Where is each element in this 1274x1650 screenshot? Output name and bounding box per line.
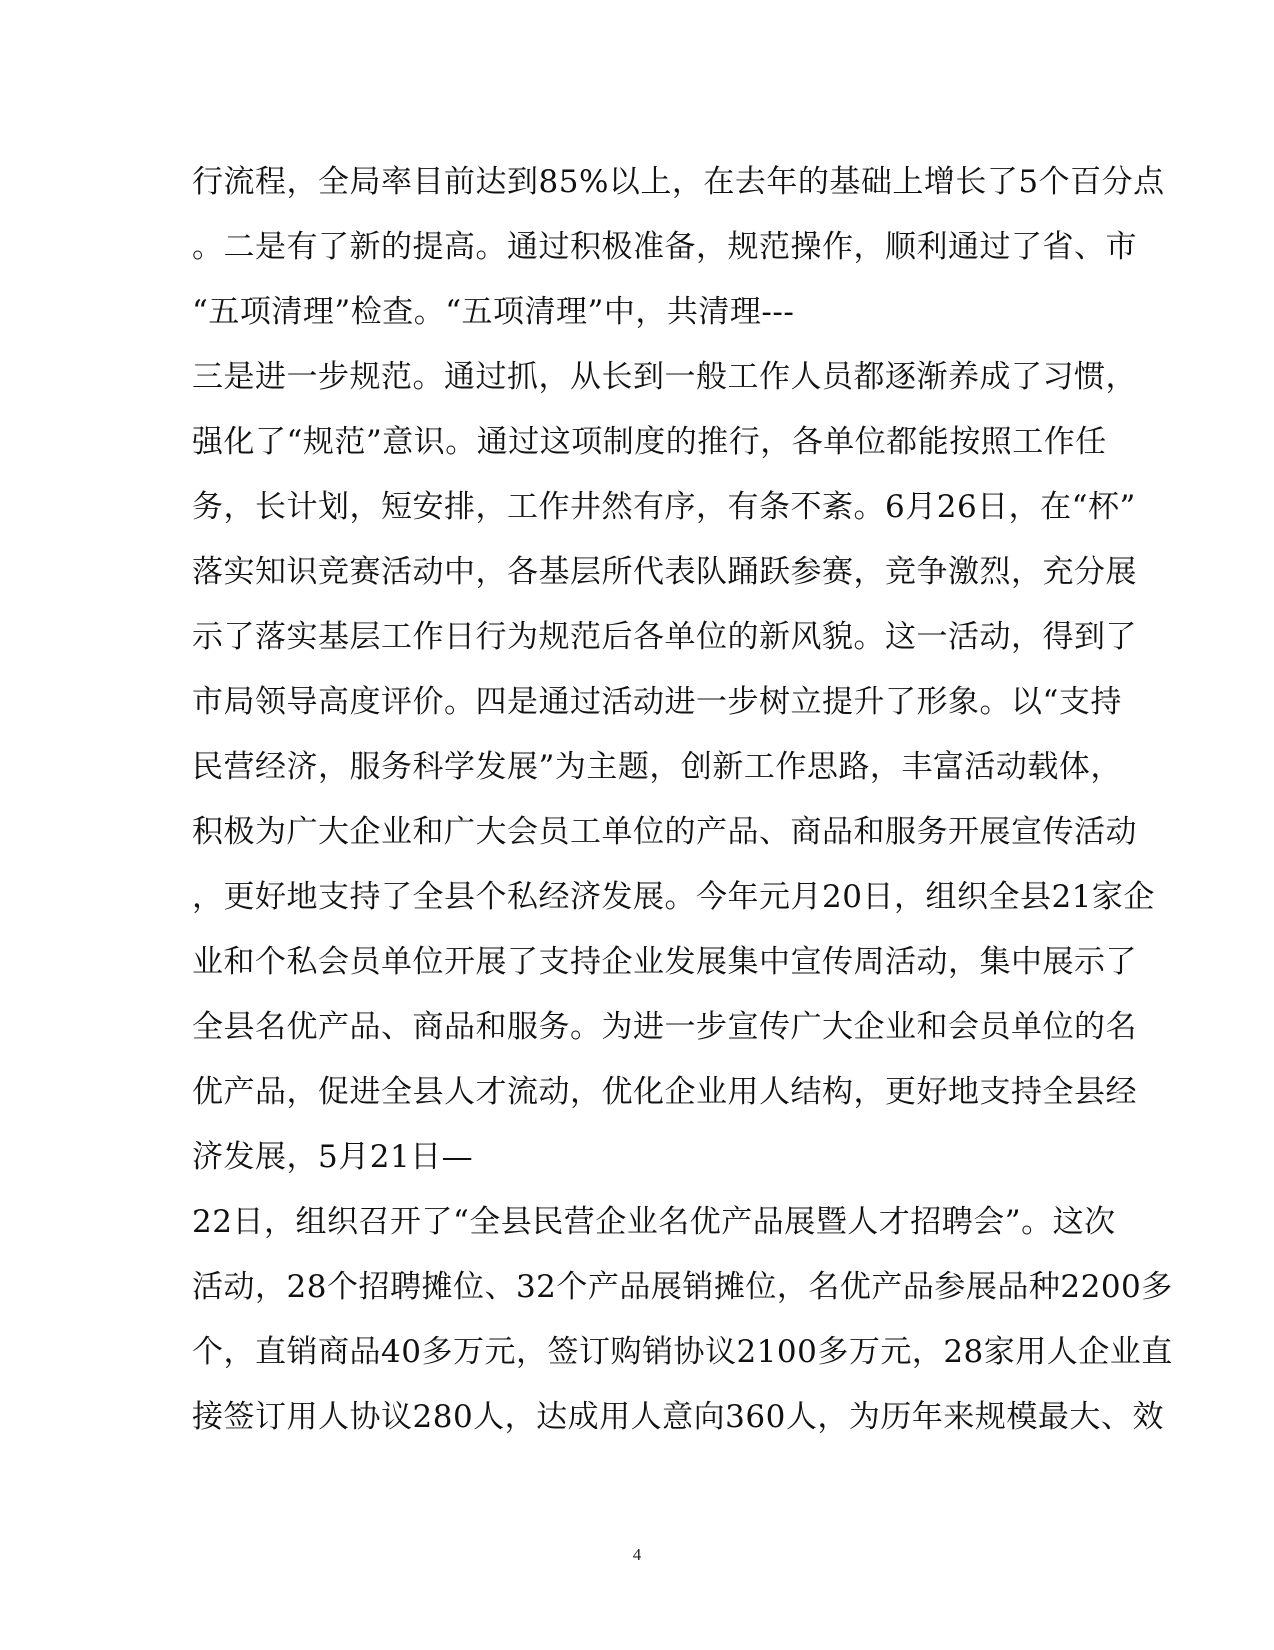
text-line: 民营经济，服务科学发展”为主题，创新工作思路，丰富活动载体， [192,749,1122,785]
text-line: 务，长计划，短安排，工作井然有序，有条不紊。6月26日，在“杯” [192,489,1136,525]
text-line: “五项清理”检查。“五项清理”中，共清理--- [192,294,795,330]
text-line: 个，直销商品40多万元，签订购销协议2100多万元，28家用人企业直 [192,1334,1173,1370]
text-line: 行流程，全局率目前达到85%以上，在去年的基础上增长了5个百分点 [192,164,1165,200]
text-line: 接签订用人协议280人，达成用人意向360人，为历年来规模最大、效 [192,1399,1164,1435]
text-line: 济发展，5月21日— [192,1139,474,1175]
text-line: 示了落实基层工作日行为规范后各单位的新风貌。这一活动，得到了 [192,619,1137,655]
text-line: 活动，28个招聘摊位、32个产品展销摊位，名优产品参展品种2200多 [192,1269,1173,1305]
text-line: 优产品，促进全县人才流动，优化企业用人结构，更好地支持全县经 [192,1074,1137,1110]
text-line: 三是进一步规范。通过抓，从长到一般工作人员都逐渐养成了习惯， [192,359,1137,395]
text-line: 落实知识竞赛活动中，各基层所代表队踊跃参赛，竞争激烈，充分展 [192,554,1137,590]
text-line: ，更好地支持了全县个私经济发展。今年元月20日，组织全县21家企 [192,879,1155,915]
text-line: 22日，组织召开了“全县民营企业名优产品展暨人才招聘会”。这次 [192,1204,1116,1240]
text-line: 强化了“规范”意识。通过这项制度的推行，各单位都能按照工作任 [192,424,1107,460]
body-text [192,150,1173,1450]
text-line: 市局领导高度评价。四是通过活动进一步树立提升了形象。以“支持 [192,684,1122,720]
text-line: 积极为广大企业和广大会员工单位的产品、商品和服务开展宣传活动 [192,814,1137,850]
text-line: 。二是有了新的提高。通过积极准备，规范操作，顺利通过了省、市 [192,229,1137,265]
text-line: 业和个私会员单位开展了支持企业发展集中宣传周活动，集中展示了 [192,944,1137,980]
text-line: 全县名优产品、商品和服务。为进一步宣传广大企业和会员单位的名 [192,1009,1137,1045]
page-number: 4 [632,1545,642,1564]
